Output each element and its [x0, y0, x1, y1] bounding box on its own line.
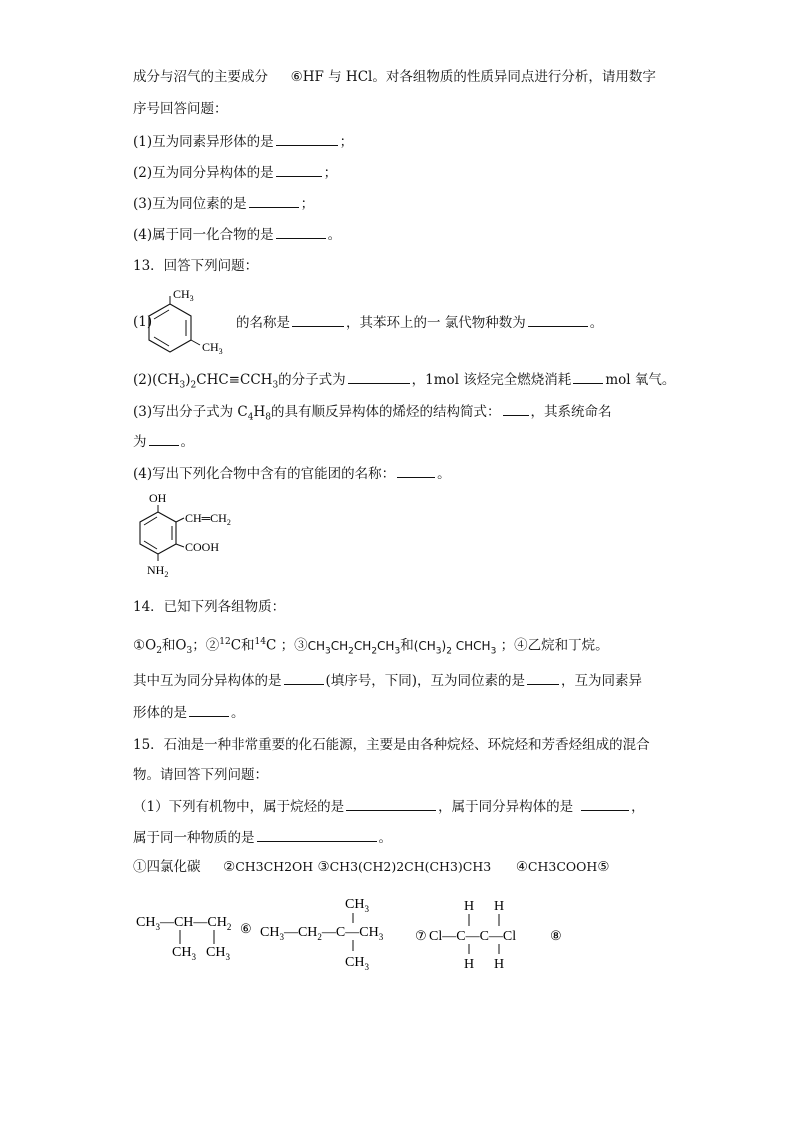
hydroxyl-label: OH: [149, 491, 167, 505]
q13-text: 的名称是: [236, 315, 290, 331]
circle-number: ②: [205, 637, 220, 654]
q13-title: [133, 257, 258, 275]
amino-label: $NH_2$: [147, 563, 169, 579]
formula-text: ): [185, 372, 191, 388]
circle-number: ③: [317, 859, 330, 875]
q15-part-1-cont: [133, 828, 392, 847]
answer-blank[interactable]: [503, 402, 529, 416]
q13-text: 的分子式为: [278, 372, 346, 388]
q12-text: (3)互为同位素的是: [133, 196, 247, 212]
svg-text:CH3: $CH_3$: [345, 955, 369, 972]
q14-text: 和: [241, 637, 255, 654]
isobutane-formula: $(CH_3)_2$ $CHCH_3$: [413, 638, 497, 656]
svg-text:CH3: $CH_3$: [172, 945, 196, 962]
q15-title-cont: [133, 766, 268, 784]
q13-text: 为: [133, 434, 147, 450]
q12-part-4: [133, 225, 341, 244]
q14-answer-line: [133, 671, 642, 690]
item-text: 四氯化碳: [146, 859, 201, 875]
q14-text: (填序号，下同)，互为同位素的是: [325, 673, 526, 689]
q13-text: mol 氧气。: [605, 372, 676, 388]
circle-number: ⑦: [415, 928, 427, 943]
circle-number: ⑧: [550, 928, 562, 943]
structure-7: [429, 899, 516, 972]
punct: 。: [437, 466, 451, 482]
svg-text:H: H: [494, 957, 505, 972]
answer-blank[interactable]: [276, 132, 338, 146]
circle-number: ⑤: [597, 859, 610, 875]
vinyl-label: $CH═CH_2$: [185, 511, 231, 527]
punct: 。: [327, 227, 342, 243]
superscript: 12: [219, 637, 231, 647]
formula-text: (2)(CH: [133, 372, 180, 388]
q15-text: （1）下列有机物中，属于烷烃的是: [133, 799, 345, 815]
formula-text: C: [265, 637, 277, 654]
answer-blank[interactable]: [573, 370, 603, 384]
answer-blank[interactable]: [397, 464, 435, 478]
punct: 。: [589, 315, 604, 331]
subscript: 2: [156, 646, 162, 657]
q12-part-3: [133, 194, 314, 213]
question-title: 15．石油是一种非常重要的化石能源，主要是由各种烷烃、环烷烃和芳香烃组成的混合: [133, 737, 650, 753]
circle-number: ⑥: [290, 69, 303, 85]
answer-blank[interactable]: [257, 828, 377, 842]
aminophenol-structure: [132, 488, 262, 584]
q14-text: ，互为同素异: [561, 673, 643, 689]
subscript: 4: [247, 412, 254, 423]
intro-text-c: 序号回答问题：: [133, 101, 228, 117]
q12-text: (2)互为同分异构体的是: [133, 165, 274, 181]
svg-text:Cl—C—C—Cl: Cl—C—C—Cl: [429, 929, 517, 944]
question-title: 14．已知下列各组物质：: [133, 599, 286, 615]
formula-text: O: [175, 637, 187, 654]
svg-text:CH3: $CH_3$: [206, 945, 230, 962]
q14-title: [133, 598, 285, 616]
answer-blank[interactable]: [276, 163, 322, 177]
circle-number: ②: [223, 859, 236, 875]
q12-part-1: [133, 132, 353, 151]
subscript: 3: [179, 380, 186, 391]
circle-number: ⑥: [240, 921, 252, 936]
svg-text:H: H: [464, 899, 475, 914]
q13-part-3: [133, 402, 612, 427]
circle-number: ④: [514, 637, 528, 654]
answer-blank[interactable]: [528, 313, 588, 327]
q13-part-2: [133, 370, 675, 395]
subscript: 2: [190, 380, 197, 391]
q14-text: 乙烷和丁烷。: [527, 637, 609, 654]
answer-blank[interactable]: [346, 797, 436, 811]
methyl-label: $CH_3$: [173, 287, 194, 303]
butane-formula: $CH_3CH_2CH_2CH_3$: [307, 638, 401, 656]
q12-text: (1)互为同素异形体的是: [133, 134, 274, 150]
circle-number: ①: [133, 637, 146, 654]
intro-text-a: 成分与沼气的主要成分: [133, 69, 268, 85]
svg-text:CH3: $CH_3$: [345, 897, 369, 914]
formula-text: CHC≡CCH: [196, 372, 273, 388]
question-title: 物。请回答下列问题：: [133, 767, 268, 783]
circle-number: ①: [133, 859, 147, 875]
q14-text: 和: [161, 637, 176, 654]
answer-blank[interactable]: [348, 370, 410, 384]
q14-items: $①O_2$和$O_3$；②$^{12}$C和$^{14}$C ；$③CH_3CH_2CH_2CH_3$和$(CH_3)_2$ $CHCH_3$ ；④乙烷和丁烷。: [133, 637, 609, 657]
item-formula: CH3CH2OH: [235, 859, 314, 874]
q12-text: (4)属于同一化合物的是: [133, 227, 274, 243]
answer-blank[interactable]: [581, 797, 629, 811]
q13-part-1-text: [236, 313, 603, 332]
part-number: (1): [133, 314, 153, 330]
item-formula: CH3(CH2)2CH(CH3)CH3: [329, 859, 492, 874]
q15-text: 属于同一种物质的是: [133, 830, 255, 846]
q13-part-3-cont: [133, 432, 194, 451]
punct: ；: [300, 196, 315, 212]
punct: ；: [339, 134, 354, 150]
item-formula: CH3COOH: [527, 859, 598, 874]
q12-part-2: [133, 163, 337, 182]
q15-list: [133, 858, 609, 876]
circle-number: ④: [515, 859, 528, 875]
q14-text: 其中互为同分异构体的是: [133, 673, 282, 689]
svg-text:H: H: [494, 899, 505, 914]
q13-text: (4)写出下列化合物中含有的官能团的名称：: [133, 466, 396, 482]
answer-blank[interactable]: [284, 671, 324, 685]
formula-text: O: [145, 637, 157, 654]
q15-part-1: [133, 797, 645, 816]
q13-text: ，1mol 该烃完全燃烧消耗: [411, 372, 572, 388]
punct: 。: [378, 830, 392, 846]
q13-text: H: [253, 404, 266, 420]
answer-blank[interactable]: [527, 671, 559, 685]
question-title: 13．回答下列问题：: [133, 258, 259, 274]
q13-text: 的具有顺反异构体的烯烃的结构简式：: [271, 404, 501, 420]
q15-text: ，属于同分异构体的是: [438, 799, 574, 815]
punct: ，: [631, 799, 645, 815]
answer-blank[interactable]: [189, 703, 229, 717]
subscript: 3: [186, 646, 193, 657]
structure-6: [260, 897, 384, 972]
q15-title: [133, 736, 650, 754]
svg-text:CH3—CH2—C—CH3: $CH_3—CH_2—C—CH_3$: [260, 925, 384, 942]
circle-number: ③: [294, 637, 308, 654]
svg-text:CH3—CH—CH2: $CH_3—CH—CH_2$: [136, 915, 232, 932]
q14-text: 形体的是: [133, 705, 187, 721]
punct: 。: [180, 434, 194, 450]
q13-part-4: [133, 464, 451, 483]
carboxyl-label: COOH: [185, 540, 220, 554]
answer-blank[interactable]: [249, 194, 299, 208]
intro-text-b: HF 与 HCl。对各组物质的性质异同点进行分析，请用数字: [302, 69, 656, 85]
q14-text: 和: [400, 637, 414, 654]
structure-5: [136, 915, 231, 962]
punct: 。: [231, 705, 245, 721]
dimethylbenzene-structure: [140, 282, 235, 357]
punct: ；: [323, 165, 338, 181]
superscript: 14: [254, 637, 266, 647]
q14-answer-line-2: [133, 703, 245, 722]
q15-structures: [132, 888, 572, 978]
svg-text:H: H: [464, 957, 475, 972]
answer-blank[interactable]: [276, 225, 326, 239]
q13-text: ，其系统命名: [530, 404, 612, 420]
answer-blank[interactable]: [149, 432, 179, 446]
intro-line-1: [133, 68, 656, 86]
answer-blank[interactable]: [292, 313, 344, 327]
subscript: 8: [265, 412, 271, 423]
subscript: 3: [272, 380, 279, 391]
formula-text: C: [230, 637, 242, 654]
intro-line-2: [133, 100, 228, 118]
q13-text: ，其苯环上的一 氯代物种数为: [346, 315, 526, 331]
methyl-label: $CH_3$: [202, 340, 223, 356]
q13-text: (3)写出分子式为 C: [133, 404, 248, 420]
